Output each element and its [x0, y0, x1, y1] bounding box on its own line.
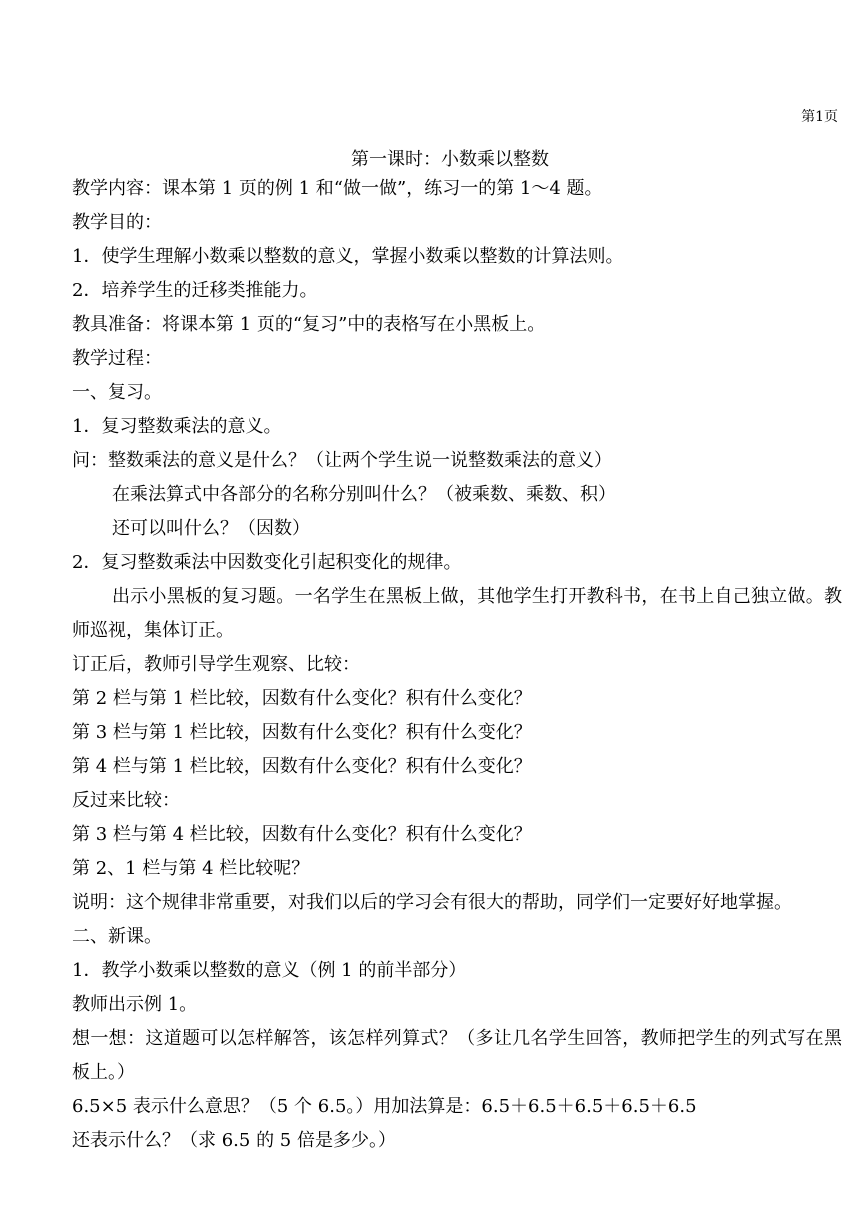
- text-line: 教师出示例 1。: [72, 994, 198, 1015]
- text-line: 1．复习整数乘法的意义。: [72, 416, 282, 437]
- paragraph: 说明：这个规律非常重要，对我们以后的学习会有很大的帮助，同学们一定要好好地掌握。: [72, 892, 792, 913]
- text-line: 第 4 栏与第 1 栏比较，因数有什么变化？积有什么变化？: [72, 756, 532, 777]
- text-line: 还表示什么？（求 6.5 的 5 倍是多少。）: [72, 1130, 396, 1151]
- text-line: 教学过程：: [72, 348, 162, 369]
- text-line: 1．使学生理解小数乘以整数的意义，掌握小数乘以整数的计算法则。: [72, 246, 624, 267]
- text-line: 还可以叫什么？（因数）: [112, 518, 310, 539]
- text-line: 二、新课。: [72, 926, 162, 947]
- section-new-lesson: [72, 920, 842, 1022]
- text-line: 2．复习整数乘法中因数变化引起积变化的规律。: [72, 552, 462, 573]
- text-line: 第 3 栏与第 4 栏比较，因数有什么变化？积有什么变化？: [72, 824, 532, 845]
- lesson-body: [72, 172, 842, 1158]
- text-line: 在乘法算式中各部分的名称分别叫什么？（被乘数、乘数、积）: [112, 484, 616, 505]
- text-line: 一、复习。: [72, 382, 162, 403]
- lesson-title: 第一课时：小数乘以整数: [351, 149, 549, 170]
- text-line: 6.5×5 表示什么意思？（5 个 6.5。）用加法算是：6.5＋6.5＋6.5＋6.5＋6.5: [72, 1096, 697, 1117]
- text-line: 反过来比较：: [72, 790, 180, 811]
- text-line: 订正后，教师引导学生观察、比较：: [72, 654, 360, 675]
- paragraph: 想一想：这道题可以怎样解答，该怎样列算式？（多让几名学生回答，教师把学生的列式写在黑板上。）: [72, 1028, 842, 1083]
- text-line: 第 2 栏与第 1 栏比较，因数有什么变化？积有什么变化？: [72, 688, 532, 709]
- section-intro: [72, 172, 842, 580]
- text-line: 教学内容：课本第 1 页的例 1 和“做一做”，练习一的第 1～4 题。: [72, 178, 603, 199]
- page-number: 第1页: [801, 109, 838, 125]
- text-line: 教具准备：将课本第 1 页的“复习”中的表格写在小黑板上。: [72, 314, 546, 335]
- text-line: 问：整数乘法的意义是什么？（让两个学生说一说整数乘法的意义）: [72, 450, 612, 471]
- text-line: 第 3 栏与第 1 栏比较，因数有什么变化？积有什么变化？: [72, 722, 532, 743]
- section-compare: [72, 648, 842, 886]
- section-example: [72, 1090, 842, 1158]
- text-line: 1．教学小数乘以整数的意义（例 1 的前半部分）: [72, 960, 467, 981]
- text-line: 第 2、1 栏与第 4 栏比较呢？: [72, 858, 310, 879]
- text-line: 教学目的：: [72, 212, 162, 233]
- text-line: 2．培养学生的迁移类推能力。: [72, 280, 318, 301]
- paragraph: 出示小黑板的复习题。一名学生在黑板上做，其他学生打开教科书，在书上自己独立做。教师巡视，集体订正。: [72, 586, 842, 641]
